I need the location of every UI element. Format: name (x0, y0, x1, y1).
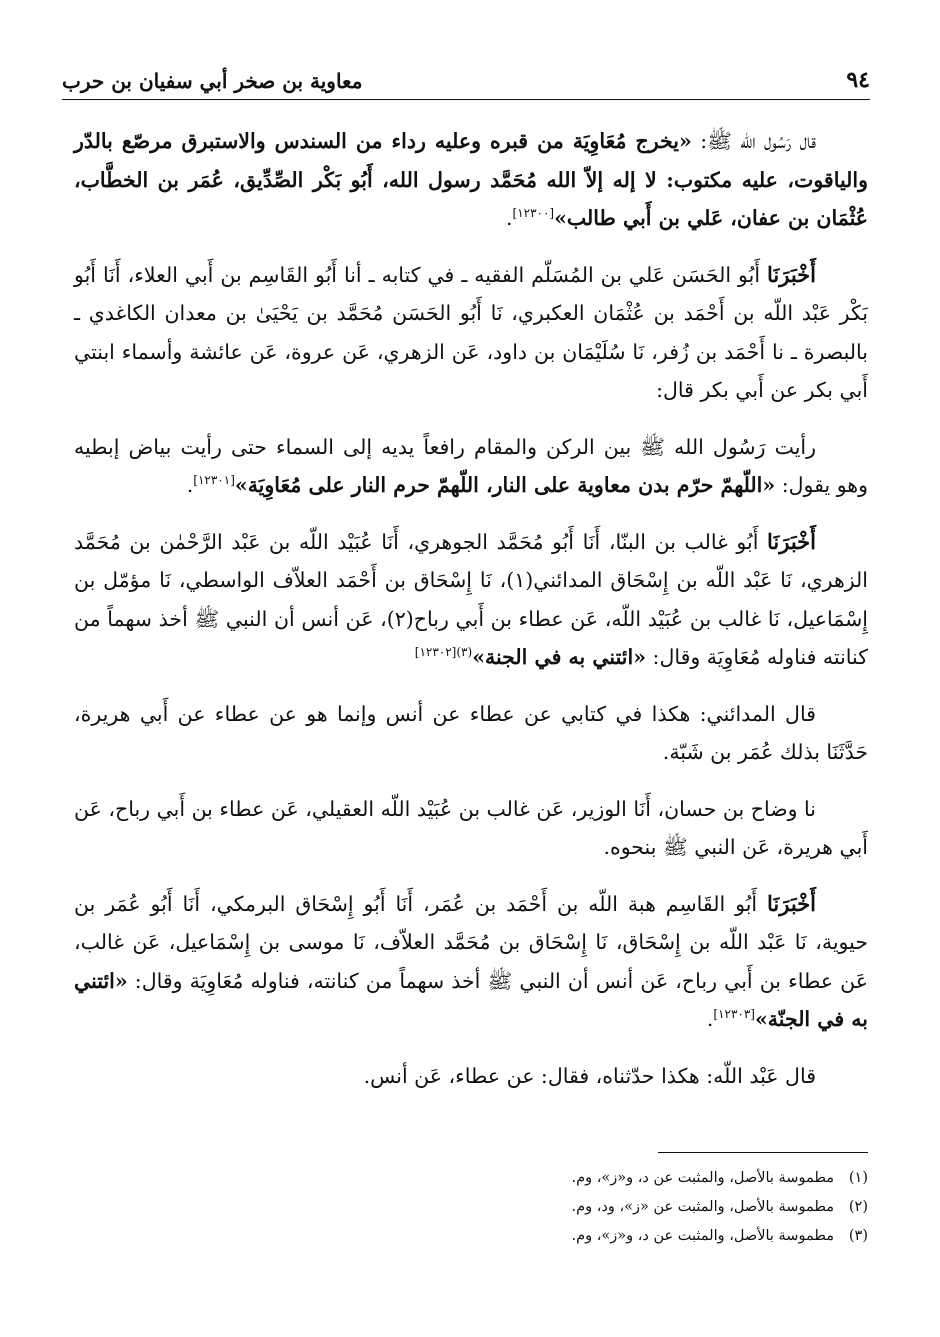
isnad-lead: أَخْبَرَنَا (767, 261, 816, 287)
paragraph-8 (74, 1057, 868, 1096)
isnad-text: أَبُو الحَسَن عَلي بن المُسَلّم الفقيه ـ في كتابه ـ أنا أَبُو القَاسِم بن أَبي العلاء، أَنَا أَبُو بَكْر عَبْد اللّه بن أَحْمَد بن عُثْمَان العكبري، نَا أَبُو الحَسَن مُحَمَّد بن يَحْيَىٰ بن معدان الكاغدي ـ بالبصرة ـ نا أَحْمَد بن زُفر، نَا سُلَيْمَان بن داود، عَن الزهري، عَن عروة، عَن عائشة وأسماء ابنتي أَبي بكر عن أَبي بكر قال: (74, 262, 868, 402)
paragraph-end: . (186, 473, 194, 497)
isnad-text: أَبُو غالب بن البنّا، أَنَا أَبُو مُحَمَّد الجوهري، أَنَا عُبَيْد اللّه بن عَبْد الرَّحْمٰن بن مُحَمَّد الزهري، نَا عَبْد اللّه بن إِسْحَاق المدائني(١)، نَا إِسْحَاق بن أَحْمَد العلاّف الواسطي، نَا مؤمّل بن إِسْمَاعيل، نَا غالب بن عُبَيْد اللّه، عَن عطاء بن أَبي رباح(٢)، عَن أنس أن النبي ﷺ أخذ سهماً من كنانته فناوله مُعَاوِيَة وقال: (74, 529, 869, 669)
footnote-number: (٣) (848, 1228, 868, 1244)
page-number: ٩٤ (846, 67, 870, 93)
paragraph-3 (74, 428, 868, 505)
paragraph-7 (74, 885, 868, 1039)
isnad-text: نا وضاح بن حسان، أَنَا الوزير، عَن غالب بن عُبَيْد اللّه العقيلي، عَن عطاء بن أَبي رباح، عَن أَبي هريرة، عَن النبي ﷺ بنحوه. (74, 796, 868, 859)
paragraph-5 (74, 695, 868, 772)
paragraph-4 (74, 523, 868, 677)
hadith-number: (٣)[١٢٣٠٢] (414, 645, 473, 660)
hadith-text: «ائتني به في الجنة» (472, 645, 647, 669)
hadith-number: [١٢٣٠٣] (713, 1007, 755, 1022)
footnote-divider (658, 1152, 868, 1153)
paragraph-6 (74, 790, 868, 867)
footnote-text: مطموسة بالأصل، والمثبت عن د، و«ز»، وم. (571, 1228, 834, 1244)
isnad-text: أَبُو القَاسِم هبة اللّه بن أَحْمَد بن عُمَر، أَنَا أَبُو إِسْحَاق البرمكي، أَنَا أَبُو عُمَر بن حيوية، نَا عَبْد اللّه بن إِسْحَاق، نَا إِسْحَاق بن مُحَمَّد العلاّف، نَا موسى بن إِسْمَاعيل، عَن غالب، عَن عطاء بن أَبي رباح، عَن أنس أن النبي ﷺ أخذ سهماً من كنانته، فناوله مُعَاوِيَة وقال: (74, 891, 868, 993)
hadith-text: «يخرج مُعَاوِيَة من قبره وعليه رداء من السندس والاستبرق مرصّع بالدّر والياقوت، عليه مكتوب: لا إله إلاّ الله مُحَمَّد رسول الله، أَبُو بَكْر الصِّدِّيق، عُمَر بن الخطَّاب، عُثْمَان بن عفان، عَلي بن أَبي طالب» (74, 129, 868, 230)
hadith-text: «ائتني به في الجنّة» (74, 968, 868, 1031)
paragraph-2 (74, 256, 868, 410)
commentary-text: قال المدائني: هكذا في كتابي عن عطاء عن أنس وإنما هو عن عطاء عن أَبي هريرة، حَدَّثَنَا بذلك عُمَر بن شَبّة. (74, 701, 868, 764)
paragraph-1 (74, 122, 868, 238)
isnad-lead: أَخْبَرَنَا (767, 890, 816, 916)
footnotes (74, 1166, 868, 1253)
isnad-lead: أَخْبَرَنَا (767, 528, 816, 554)
running-title: معاوية بن صخر أبي سفيان بن حرب (62, 69, 363, 93)
commentary-text: قال عَبْد اللّه: هكذا حدّثناه، فقال: عن عطاء، عَن أنس. (363, 1063, 816, 1088)
hadith-text: «اللّهمّ حرّم بدن معاوية على النار، اللّهمّ حرم النار على مُعَاوِيَة» (234, 473, 776, 497)
paragraph-end: . (505, 206, 513, 230)
hadith-number: [١٢٣٠١] (193, 473, 235, 488)
hadith-intro: رأيت رَسُول الله ﷺ بين الركن والمقام رافعاً يديه إلى السماء حتى رأيت بياض إبطيه وهو يقول: (74, 434, 868, 497)
hadith-intro: قال رَسُول الله ﷺ: (691, 129, 816, 153)
footnote-number: (١) (848, 1170, 868, 1186)
hadith-number: [١٢٣٠٠] (512, 206, 555, 221)
footnote-1 (74, 1166, 868, 1190)
footnote-3 (74, 1224, 868, 1248)
page-header (62, 56, 870, 100)
footnote-text: مطموسة بالأصل، والمثبت عن د، و«ز»، وم. (571, 1170, 834, 1186)
paragraph-end: . (706, 1007, 714, 1031)
footnote-number: (٢) (848, 1199, 868, 1215)
footnote-text: مطموسة بالأصل، والمثبت عن «ز»، ود، وم. (571, 1199, 834, 1215)
main-text (74, 122, 868, 1113)
footnote-2 (74, 1195, 868, 1219)
